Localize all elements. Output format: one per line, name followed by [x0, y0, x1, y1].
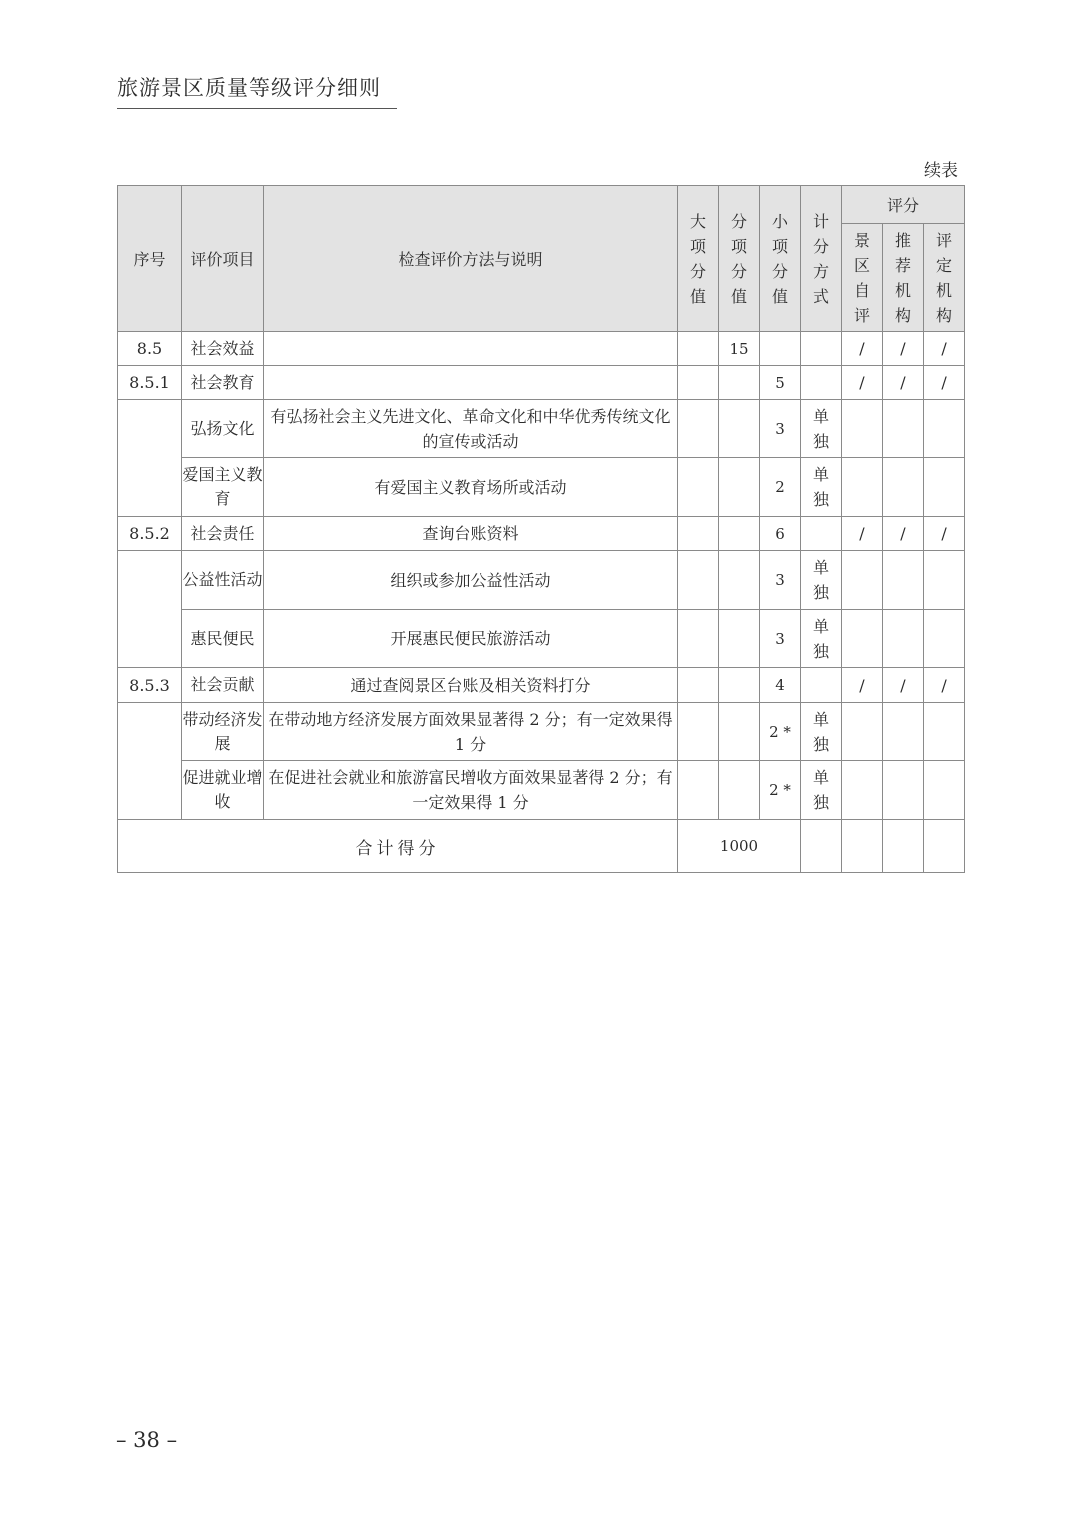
table-row: [118, 610, 965, 668]
total-row: [118, 820, 965, 873]
total-value: 1000: [678, 820, 801, 873]
cell-major-score: [678, 458, 719, 517]
cell-scoring-mode: [801, 332, 842, 366]
table-row: [118, 668, 965, 703]
cell-item: 社会教育: [182, 366, 264, 400]
cell-method: 查询台账资料: [264, 517, 678, 551]
cell-minor-score: 5: [760, 366, 801, 400]
cell-sub-score: [719, 517, 760, 551]
cell-assess: /: [924, 517, 965, 551]
cell-minor-score: 4: [760, 668, 801, 703]
cell-self-eval: /: [842, 517, 883, 551]
cell-assess: [924, 610, 965, 668]
cell-sub-score: [719, 366, 760, 400]
continued-label: 续表: [924, 161, 958, 181]
cell-self-eval: [842, 820, 883, 873]
cell-method: [264, 366, 678, 400]
cell-minor-score: 6: [760, 517, 801, 551]
cell-item: 惠民便民: [182, 610, 264, 668]
cell-recommend: [883, 458, 924, 517]
cell-minor-score: 3: [760, 400, 801, 458]
cell-assess: /: [924, 332, 965, 366]
cell-scoring-mode: 单独: [801, 761, 842, 820]
cell-index: [118, 703, 182, 820]
cell-method: 通过查阅景区台账及相关资料打分: [264, 668, 678, 703]
cell-recommend: [883, 703, 924, 761]
cell-scoring-mode: 单独: [801, 458, 842, 517]
cell-recommend: [883, 610, 924, 668]
cell-minor-score: [760, 332, 801, 366]
cell-major-score: [678, 551, 719, 610]
cell-minor-score: 2 *: [760, 703, 801, 761]
cell-self-eval: [842, 400, 883, 458]
col-assess-header: 评定机构: [924, 224, 965, 332]
cell-method: 在促进社会就业和旅游富民增收方面效果显著得 2 分；有一定效果得 1 分: [264, 761, 678, 820]
cell-major-score: [678, 400, 719, 458]
scoring-table: [117, 185, 965, 873]
cell-index: [118, 400, 182, 517]
cell-sub-score: [719, 610, 760, 668]
cell-recommend: [883, 400, 924, 458]
cell-index: [118, 551, 182, 668]
page-number: – 38 –: [116, 1428, 178, 1452]
cell-self-eval: [842, 551, 883, 610]
col-rating-group-header: 评分: [842, 186, 965, 224]
cell-scoring-mode: 单独: [801, 551, 842, 610]
cell-method: 开展惠民便民旅游活动: [264, 610, 678, 668]
cell-self-eval: [842, 703, 883, 761]
cell-assess: /: [924, 366, 965, 400]
col-method-header: 检查评价方法与说明: [264, 186, 678, 332]
cell-item: 公益性活动: [182, 551, 264, 610]
col-scoring-mode-header: 计分方式: [801, 186, 842, 332]
cell-item: 社会责任: [182, 517, 264, 551]
cell-method: 组织或参加公益性活动: [264, 551, 678, 610]
cell-index: 8.5.1: [118, 366, 182, 400]
total-label: 合计得分: [118, 820, 678, 873]
cell-major-score: [678, 366, 719, 400]
cell-sub-score: [719, 668, 760, 703]
cell-index: 8.5: [118, 332, 182, 366]
table-row: [118, 517, 965, 551]
cell-recommend: [883, 820, 924, 873]
cell-item: 促进就业增收: [182, 761, 264, 820]
cell-sub-score: 15: [719, 332, 760, 366]
col-recommend-header: 推荐机构: [883, 224, 924, 332]
cell-recommend: /: [883, 332, 924, 366]
table-row: [118, 703, 965, 761]
cell-self-eval: /: [842, 366, 883, 400]
cell-sub-score: [719, 703, 760, 761]
cell-assess: [924, 820, 965, 873]
cell-assess: /: [924, 668, 965, 703]
cell-sub-score: [719, 400, 760, 458]
table-row: [118, 332, 965, 366]
cell-method: 有爱国主义教育场所或活动: [264, 458, 678, 517]
cell-scoring-mode: [801, 820, 842, 873]
cell-item: 社会贡献: [182, 668, 264, 703]
col-item-header: 评价项目: [182, 186, 264, 332]
cell-self-eval: [842, 458, 883, 517]
cell-minor-score: 3: [760, 610, 801, 668]
cell-assess: [924, 703, 965, 761]
cell-item: 带动经济发展: [182, 703, 264, 761]
cell-scoring-mode: [801, 517, 842, 551]
cell-scoring-mode: 单独: [801, 703, 842, 761]
cell-scoring-mode: [801, 668, 842, 703]
cell-recommend: /: [883, 366, 924, 400]
running-header: 旅游景区质量等级评分细则: [117, 72, 397, 109]
cell-minor-score: 2: [760, 458, 801, 517]
cell-recommend: /: [883, 668, 924, 703]
cell-assess: [924, 761, 965, 820]
cell-sub-score: [719, 761, 760, 820]
col-index-header: 序号: [118, 186, 182, 332]
col-major-score-header: 大项分值: [678, 186, 719, 332]
cell-self-eval: [842, 610, 883, 668]
cell-scoring-mode: 单独: [801, 400, 842, 458]
col-minor-score-header: 小项分值: [760, 186, 801, 332]
cell-method: 在带动地方经济发展方面效果显著得 2 分；有一定效果得 1 分: [264, 703, 678, 761]
table-row: [118, 366, 965, 400]
cell-self-eval: [842, 761, 883, 820]
cell-index: 8.5.3: [118, 668, 182, 703]
cell-recommend: [883, 761, 924, 820]
cell-assess: [924, 551, 965, 610]
table-row: [118, 400, 965, 458]
cell-major-score: [678, 668, 719, 703]
cell-method: [264, 332, 678, 366]
cell-assess: [924, 400, 965, 458]
cell-minor-score: 3: [760, 551, 801, 610]
cell-self-eval: /: [842, 668, 883, 703]
col-sub-score-header: 分项分值: [719, 186, 760, 332]
cell-major-score: [678, 517, 719, 551]
cell-self-eval: /: [842, 332, 883, 366]
cell-major-score: [678, 761, 719, 820]
cell-sub-score: [719, 551, 760, 610]
table-row: [118, 761, 965, 820]
cell-item: 社会效益: [182, 332, 264, 366]
cell-item: 弘扬文化: [182, 400, 264, 458]
table-row: [118, 458, 965, 517]
cell-assess: [924, 458, 965, 517]
table-body: [118, 332, 965, 873]
cell-recommend: [883, 551, 924, 610]
cell-recommend: /: [883, 517, 924, 551]
cell-method: 有弘扬社会主义先进文化、革命文化和中华优秀传统文化的宣传或活动: [264, 400, 678, 458]
table-row: [118, 551, 965, 610]
cell-sub-score: [719, 458, 760, 517]
cell-major-score: [678, 703, 719, 761]
cell-scoring-mode: 单独: [801, 610, 842, 668]
cell-minor-score: 2 *: [760, 761, 801, 820]
table-header: [118, 186, 965, 332]
cell-major-score: [678, 332, 719, 366]
col-self-eval-header: 景区自评: [842, 224, 883, 332]
cell-major-score: [678, 610, 719, 668]
cell-index: 8.5.2: [118, 517, 182, 551]
cell-item: 爱国主义教育: [182, 458, 264, 517]
cell-scoring-mode: [801, 366, 842, 400]
